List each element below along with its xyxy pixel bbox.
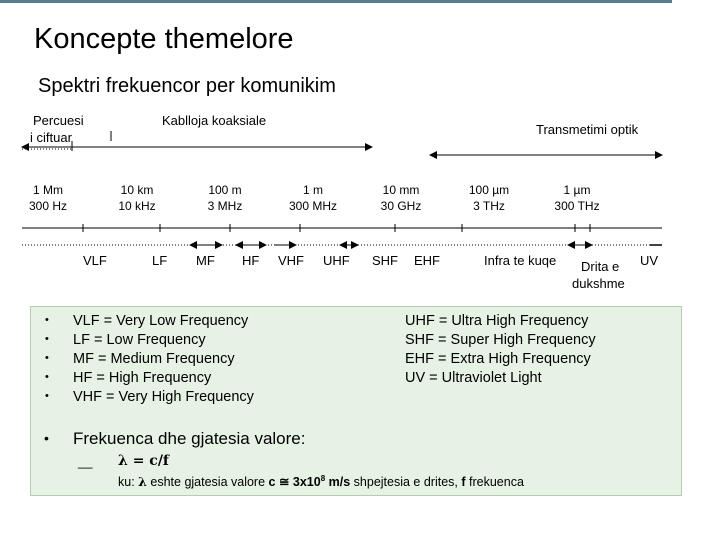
slide-title: Koncepte themelore — [34, 23, 294, 55]
scale-wavelength-3: 100 m — [208, 183, 242, 197]
lambda-description: eshte gjatesia valore — [146, 475, 269, 490]
guided-media-label-line2: i ciftuar — [30, 130, 72, 145]
scale-wavelength-2: 10 km — [120, 183, 154, 197]
scale-frequency-6: 3 THz — [473, 199, 505, 213]
bullet-icon: • — [44, 430, 49, 446]
scale-frequency-4: 300 MHz — [288, 199, 338, 213]
lambda-symbol: λ — [138, 474, 147, 490]
band-label-uhf: UHF — [323, 253, 350, 268]
frequency-heading: Frekuenca dhe gjatesia valore: — [73, 429, 306, 448]
band-label-uv: UV — [640, 253, 659, 268]
bullet-icon: • — [45, 371, 49, 383]
scale-wavelength-6: 100 µm — [468, 183, 510, 197]
subtitle: Spektri frekuencor per komunikim — [38, 75, 336, 97]
scale-wavelength-1: 1 Mm — [33, 183, 63, 197]
scale-wavelength-7: 1 µm — [563, 183, 591, 197]
dash-marker: __ — [78, 454, 93, 469]
bullet-icon: • — [45, 390, 49, 402]
light-speed-exponent: 8 — [320, 474, 326, 483]
band-label-vlf: VLF — [83, 253, 107, 268]
scale-frequency-1: 300 Hz — [28, 199, 68, 213]
scale-wavelength-4: 1 m — [302, 183, 324, 197]
legend-item-vhf: VHF = Very High Frequency — [73, 389, 254, 405]
where-label: ku: — [118, 475, 139, 490]
band-label-vhf: VHF — [278, 253, 304, 268]
legend-item-uv: UV = Ultraviolet Light — [405, 370, 542, 386]
band-label-shf: SHF — [372, 253, 398, 268]
scale-frequency-3: 3 MHz — [207, 199, 243, 213]
band-label-hf: HF — [242, 253, 260, 268]
bullet-icon: • — [45, 352, 49, 364]
scale-frequency-2: 10 kHz — [118, 199, 156, 213]
scale-frequency-7: 300 THz — [554, 199, 600, 213]
legend-item-uhf: UHF = Ultra High Frequency — [405, 313, 589, 329]
optical-label: Transmetimi optik — [536, 122, 639, 137]
guided-media-label-line1: Percuesi — [33, 113, 84, 128]
scale-frequency-5: 30 GHz — [380, 199, 422, 213]
legend-item-ehf: EHF = Extra High Frequency — [405, 351, 591, 367]
band-label-infrared: Infra te kuqe — [484, 253, 557, 268]
frequency-symbol: f — [461, 475, 466, 490]
legend-item-shf: SHF = Super High Frequency — [405, 332, 596, 348]
band-label-mf: MF — [196, 253, 215, 268]
coax-label: Kablloja koaksiale — [162, 113, 267, 128]
legend-item-mf: MF = Medium Frequency — [73, 351, 235, 367]
light-speed-unit: m/s — [325, 475, 351, 490]
visible-light-label-line2: dukshme — [572, 276, 625, 291]
legend-item-lf: LF = Low Frequency — [73, 332, 206, 348]
band-label-ehf: EHF — [414, 253, 440, 268]
band-label-lf: LF — [152, 253, 168, 268]
legend-item-hf: HF = High Frequency — [73, 370, 212, 386]
light-speed-description: shpejtesia e drites, — [350, 475, 462, 490]
formula-explanation — [118, 471, 524, 490]
visible-light-label-line1: Drita e — [581, 259, 620, 274]
lambda-formula — [118, 452, 169, 470]
legend-item-vlf: VLF = Very Low Frequency — [73, 313, 249, 329]
bullet-icon: • — [45, 314, 49, 326]
lambda-equation: λ = c/f — [118, 453, 169, 469]
light-speed-expression: c ≅ 3x10 — [268, 475, 321, 490]
frequency-description: frekuenca — [465, 475, 524, 490]
scale-wavelength-5: 10 mm — [382, 183, 420, 197]
bullet-icon: • — [45, 333, 49, 345]
